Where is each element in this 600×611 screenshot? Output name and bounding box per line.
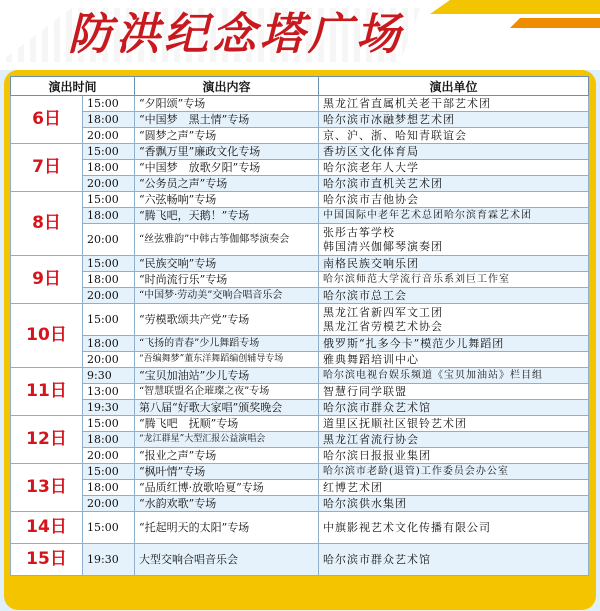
row-time: 20:00 (83, 352, 135, 368)
row-time: 15:00 (83, 416, 135, 432)
row-unit: 京、沪、浙、哈知青联谊会 (319, 128, 589, 144)
row-time: 20:00 (83, 176, 135, 192)
row-content: “夕阳颂”专场 (135, 96, 319, 112)
row-time: 19:30 (83, 400, 135, 416)
row-unit: 哈尔滨市群众艺术馆 (319, 400, 589, 416)
day-label: 10日 (11, 304, 83, 368)
row-content: “公务员之声”专场 (135, 176, 319, 192)
table-row (11, 496, 589, 512)
row-content: “时尚流行乐”专场 (135, 272, 319, 288)
row-time: 20:00 (83, 128, 135, 144)
header-time: 演出时间 (11, 77, 135, 96)
row-unit: 哈尔滨市冰融梦想艺术团 (319, 112, 589, 128)
table-header (11, 77, 589, 96)
row-unit: 哈尔滨日报报业集团 (319, 448, 589, 464)
table-row (11, 368, 589, 384)
day-label: 15日 (11, 544, 83, 576)
row-unit-line2: 黑龙江省劳模艺术协会 (323, 319, 444, 333)
row-unit: 香坊区文化体育局 (319, 144, 589, 160)
table-row (11, 448, 589, 464)
row-unit: 哈尔滨师范大学流行音乐系刘巨工作室 (319, 272, 589, 288)
row-content: “龙江群星”大型汇报公益演唱会 (135, 432, 319, 448)
row-unit: 哈尔滨市直机关艺术团 (319, 176, 589, 192)
row-content: “丝弦雅韵”中韩古筝伽倻琴演奏会 (135, 224, 319, 256)
table-row (11, 480, 589, 496)
day-label: 11日 (11, 368, 83, 416)
row-unit: 道里区抚顺社区银铃艺术团 (319, 416, 589, 432)
row-time: 15:00 (83, 464, 135, 480)
table-row (11, 336, 589, 352)
row-time: 18:00 (83, 160, 135, 176)
day-label: 12日 (11, 416, 83, 464)
row-time: 18:00 (83, 432, 135, 448)
table-row (11, 160, 589, 176)
row-time: 20:00 (83, 288, 135, 304)
table-row (11, 176, 589, 192)
day-label: 8日 (11, 192, 83, 256)
schedule-table (10, 76, 589, 576)
row-unit-line1: 张彤古筝学校 (323, 225, 396, 239)
day-label: 13日 (11, 464, 83, 512)
row-time: 19:30 (83, 544, 135, 576)
row-unit-line2: 韩国清兴伽倻琴演奏团 (323, 239, 444, 253)
row-content: 大型交响合唱音乐会 (135, 544, 319, 576)
header-content: 演出内容 (135, 77, 319, 96)
table-row (11, 192, 589, 208)
row-time: 18:00 (83, 208, 135, 224)
row-time: 13:00 (83, 384, 135, 400)
banner (0, 0, 600, 70)
row-time: 18:00 (83, 336, 135, 352)
row-unit: 中国国际中老年艺术总团哈尔滨育霖艺术团 (319, 208, 589, 224)
row-time: 18:00 (83, 272, 135, 288)
row-time: 18:00 (83, 112, 135, 128)
page-title: 防洪纪念塔广场 (68, 9, 404, 60)
row-unit: 哈尔滨市吉他协会 (319, 192, 589, 208)
row-unit-line1: 黑龙江省新四军文工团 (323, 305, 444, 319)
header-unit: 演出单位 (319, 77, 589, 96)
table-row (11, 544, 589, 576)
row-content: “水韵欢歌”专场 (135, 496, 319, 512)
row-content: “飞扬的青春”少儿舞蹈专场 (135, 336, 319, 352)
row-content: “宝贝加油站”少儿专场 (135, 368, 319, 384)
row-unit: 南格民族交响乐团 (319, 256, 589, 272)
row-unit: 智慧行同学联盟 (319, 384, 589, 400)
row-content: “民族交响”专场 (135, 256, 319, 272)
row-time: 15:00 (83, 96, 135, 112)
table-row (11, 112, 589, 128)
table-row (11, 416, 589, 432)
day-label: 6日 (11, 96, 83, 144)
table-row (11, 304, 589, 336)
table-row (11, 512, 589, 544)
row-time: 20:00 (83, 496, 135, 512)
row-content: “劳模歌颂共产党”专场 (135, 304, 319, 336)
row-content: “腾飞吧 抚顺”专场 (135, 416, 319, 432)
row-time: 15:00 (83, 304, 135, 336)
row-unit (319, 304, 589, 336)
table-row (11, 352, 589, 368)
day-label: 14日 (11, 512, 83, 544)
table-row (11, 272, 589, 288)
row-unit: 哈尔滨老年人大学 (319, 160, 589, 176)
row-content: “腾飞吧，天鹅！”专场 (135, 208, 319, 224)
banner-yellow-stripe (430, 0, 600, 14)
banner-orange-stripe (510, 18, 600, 28)
row-unit: 哈尔滨市群众艺术馆 (319, 544, 589, 576)
day-label: 7日 (11, 144, 83, 192)
table-row (11, 256, 589, 272)
row-unit: 中旗影视艺术文化传播有限公司 (319, 512, 589, 544)
table-row (11, 128, 589, 144)
table-row (11, 144, 589, 160)
row-content: “中国梦 放歌夕阳”专场 (135, 160, 319, 176)
table-row (11, 96, 589, 112)
row-content: “托起明天的太阳”专场 (135, 512, 319, 544)
row-time: 20:00 (83, 224, 135, 256)
row-content: “智慧联盟名企璀璨之夜”专场 (135, 384, 319, 400)
row-unit: 哈尔滨市总工会 (319, 288, 589, 304)
row-content: “中国梦 黑土情”专场 (135, 112, 319, 128)
row-content: “报业之声”专场 (135, 448, 319, 464)
row-time: 9:30 (83, 368, 135, 384)
row-content: “吾编舞梦”董东洋舞蹈编创辅导专场 (135, 352, 319, 368)
day-label: 9日 (11, 256, 83, 304)
row-unit: 哈尔滨供水集团 (319, 496, 589, 512)
row-content: “香飘万里”廉政文化专场 (135, 144, 319, 160)
row-unit (319, 224, 589, 256)
table-row (11, 400, 589, 416)
row-time: 18:00 (83, 480, 135, 496)
row-unit: 红博艺术团 (319, 480, 589, 496)
row-content: “中国梦·劳动美”交响合唱音乐会 (135, 288, 319, 304)
table-row (11, 224, 589, 256)
table-row (11, 288, 589, 304)
row-unit: 雅典舞蹈培训中心 (319, 352, 589, 368)
row-unit: 哈尔滨市老龄(退管)工作委员会办公室 (319, 464, 589, 480)
row-content: 第八届“好歌大家唱”颁奖晚会 (135, 400, 319, 416)
row-unit: 黑龙江省直属机关老干部艺术团 (319, 96, 589, 112)
row-time: 15:00 (83, 512, 135, 544)
row-time: 15:00 (83, 192, 135, 208)
table-row (11, 384, 589, 400)
row-time: 15:00 (83, 256, 135, 272)
row-unit: 俄罗斯“扎多今卡”模范少儿舞蹈团 (319, 336, 589, 352)
table-row (11, 432, 589, 448)
table-row (11, 464, 589, 480)
table-row (11, 208, 589, 224)
row-time: 20:00 (83, 448, 135, 464)
row-unit: 哈尔滨电视台娱乐频道《宝贝加油站》栏目组 (319, 368, 589, 384)
row-time: 15:00 (83, 144, 135, 160)
row-content: “圆梦之声”专场 (135, 128, 319, 144)
row-content: “枫叶情”专场 (135, 464, 319, 480)
row-content: “六弦畅响”专场 (135, 192, 319, 208)
row-content: “品质红博·放歌哈夏”专场 (135, 480, 319, 496)
row-unit: 黑龙江省流行协会 (319, 432, 589, 448)
